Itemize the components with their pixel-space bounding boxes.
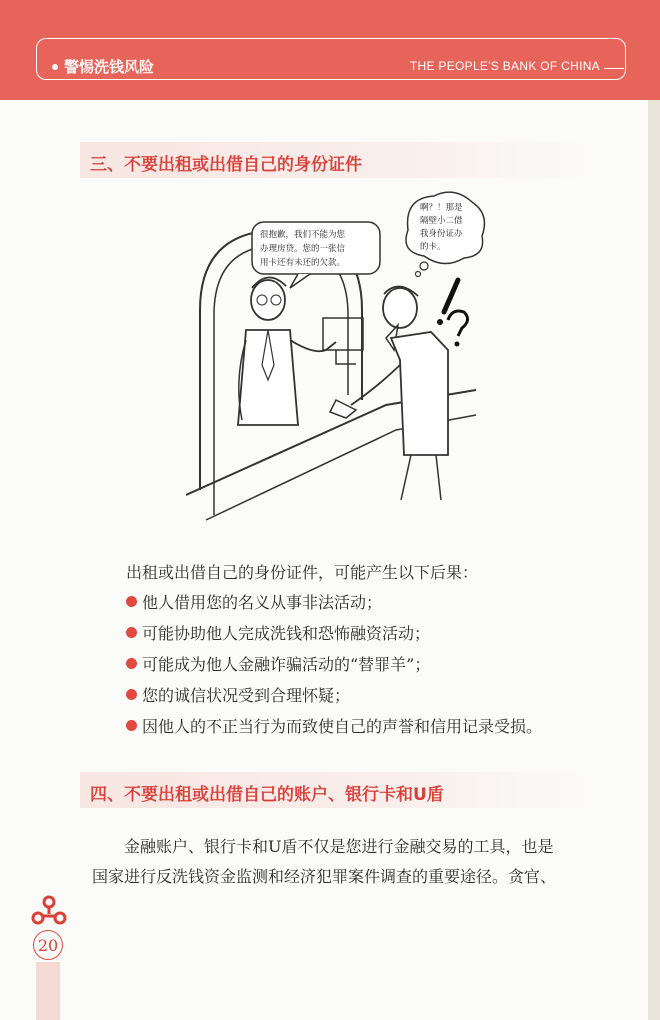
footer-bar [36, 962, 60, 1020]
pboc-logo-icon [30, 894, 68, 926]
paragraph-line-1: 金融账户、银行卡和U盾不仅是您进行金融交易的工具，也是 [92, 837, 554, 856]
header-dot [52, 64, 58, 70]
clerk-bubble-line-2: 办理房贷。您的一张信 [260, 244, 346, 254]
thought-line-3: 我身份证办 [420, 229, 463, 239]
list-item [126, 652, 542, 683]
page-edge-strip [648, 100, 660, 1020]
thought-line-1: 啊？！那是 [420, 203, 463, 213]
header-left-title: 警惕洗钱风险 [64, 58, 155, 76]
list-item-text: 可能协助他人完成洗钱和恐怖融资活动； [142, 624, 431, 643]
clerk-bubble-line-1: 很抱歉，我们不能为您 [260, 230, 346, 240]
list-item-text: 他人借用您的名义从事非法活动； [142, 593, 383, 612]
consequences-intro: 出租或出借自己的身份证件，可能产生以下后果： [126, 563, 479, 582]
section-4-heading [80, 772, 586, 808]
list-item-text: 因他人的不正当行为而致使自己的声誉和信用记录受损。 [142, 717, 543, 736]
list-item [126, 714, 542, 745]
list-item [126, 683, 542, 714]
bullet-dot [126, 689, 137, 700]
thought-line-4: 的卡。 [420, 242, 446, 252]
bullet-dot [126, 658, 137, 669]
list-item [126, 590, 542, 621]
section-4-paragraph [92, 832, 592, 892]
list-item-text: 可能成为他人金融诈骗活动的“替罪羊”； [142, 655, 431, 674]
thought-line-2: 隔壁小二借 [420, 216, 463, 226]
header-tail-line [604, 68, 624, 69]
bullet-dot [126, 627, 137, 638]
clerk-bubble-line-3: 用卡还有未还的欠款。 [260, 258, 346, 268]
bank-counter-illustration [186, 190, 486, 535]
page-number: 20 [33, 930, 63, 960]
section-4-heading-text: 四、不要出租或出借自己的账户、银行卡和U盾 [90, 785, 444, 805]
bullet-dot [126, 720, 137, 731]
list-item-text: 您的诚信状况受到合理怀疑； [142, 686, 351, 705]
header-right-title: THE PEOPLE'S BANK OF CHINA [409, 59, 600, 73]
section-3-heading [80, 142, 586, 178]
paragraph-line-2: 国家进行反洗钱资金监测和经济犯罪案件调查的重要途径。贪官、 [92, 867, 557, 886]
list-item [126, 621, 542, 652]
consequence-list [126, 590, 542, 745]
section-3-heading-text: 三、不要出租或出借自己的身份证件 [90, 155, 362, 175]
svg-text:很抱歉，我们不能为您 办理房贷。您的一张信 [260, 229, 348, 268]
bullet-dot [126, 596, 137, 607]
